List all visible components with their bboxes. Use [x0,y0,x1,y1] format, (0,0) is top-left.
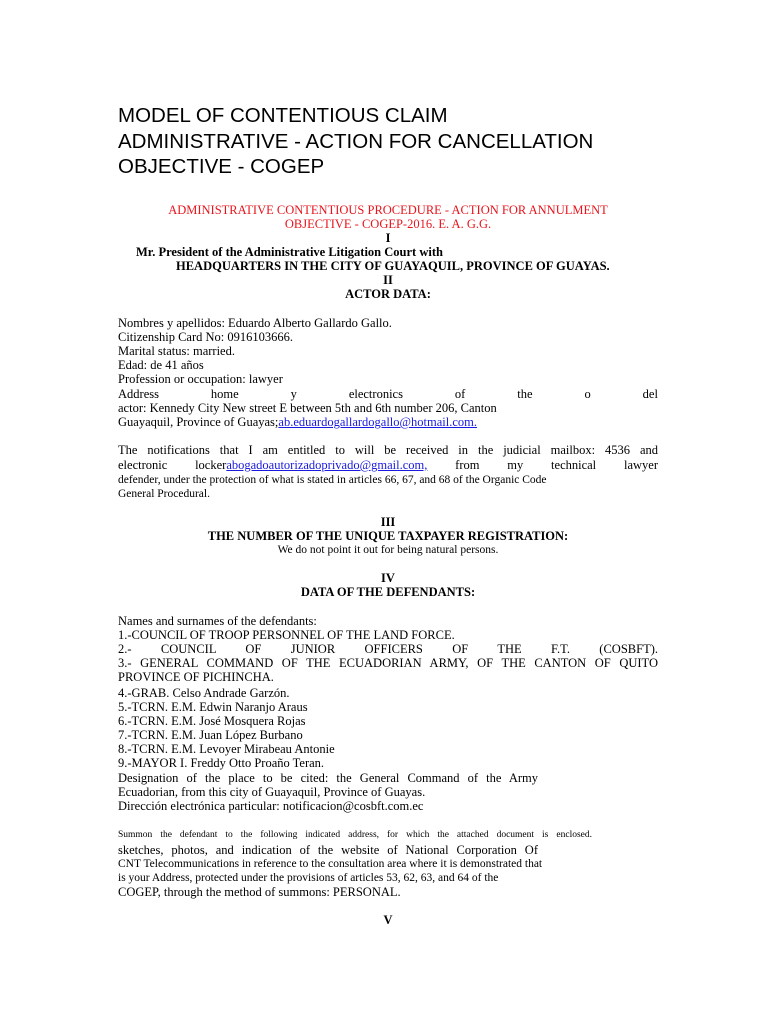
address-word: home [210,387,239,401]
defendant-item: 9.-MAYOR I. Freddy Otto Proaño Teran. [118,756,325,770]
actor-name: Nombres y apellidos: Eduardo Alberto Gallardo Gallo. [118,316,392,330]
subtitle-line-1: ADMINISTRATIVE CONTENTIOUS PROCEDURE - ACTION FOR ANNULMENT [168,203,608,217]
summon-line-2: sketches, photos, and indication of the website of National Corporation Of [118,843,538,857]
actor-profession: Profession or occupation: lawyer [118,372,283,386]
defendants-email-line: Dirección electrónica particular: notificacion@cosbft.com.ec [118,799,424,813]
section-numeral-iii: III [380,515,396,529]
defendant-item: 3.- GENERAL COMMAND OF THE ECUADORIAN ARMY, OF THE CANTON OF QUITO [118,656,658,670]
actor-citizenship-card: Citizenship Card No: 0916103666. [118,330,293,344]
actor-address-line-3 [118,415,477,429]
defendant-item: 5.-TCRN. E.M. Edwin Naranjo Araus [118,700,308,714]
address-word: of [454,387,466,401]
defendant-item: 1.-COUNCIL OF TROOP PERSONNEL OF THE LAND FORCE. [118,628,455,642]
title-line-1: MODEL OF CONTENTIOUS CLAIM [118,104,448,127]
section-numeral-i: I [385,231,391,245]
designation-line-1: Designation of the place to be cited: the General Command of the Army [118,771,538,785]
summon-line-1: Summon the defendant to the following indicated address, for which the attached document is enclosed. [118,830,592,840]
actor-age: Edad: de 41 años [118,358,204,372]
defendant-item: 6.-TCRN. E.M. José Mosquera Rojas [118,714,306,728]
notifications-line-4: General Procedural. [118,488,210,500]
section-numeral-v: V [383,913,393,927]
title-line-3: OBJECTIVE - COGEP [118,155,325,178]
address-word: del [642,387,658,401]
subtitle-line-2: OBJECTIVE - COGEP-2016. E. A. G.G. [284,217,492,231]
notifications-prefix: electronic locker [118,458,227,472]
address-word: the [517,387,533,401]
taxpayer-note: We do not point it out for being natural persons. [277,544,499,556]
actor-address-line-2: actor: Kennedy City New street E between 5th and 6th number 206, Canton [118,401,497,415]
addressee-line-2: HEADQUARTERS IN THE CITY OF GUAYAQUIL, PROVINCE OF GUAYAS. [176,259,610,273]
notifications-line-1: The notifications that I am entitled to will be received in the judicial mailbox: 4536 and [118,443,658,457]
notifications-line-3: defender, under the protection of what is stated in articles 66, 67, and 68 of the Organic Code [118,474,547,486]
notifications-line-2 [118,458,658,472]
section-heading-actor-data: ACTOR DATA: [345,287,431,301]
defendant-item: 4.-GRAB. Celso Andrade Garzón. [118,686,290,700]
summon-line-5: COGEP, through the method of summons: PERSONAL. [118,885,401,899]
address-word: electronics [348,387,403,401]
designation-line-2: Ecuadorian, from this city of Guayaquil, Province of Guayas. [118,785,426,799]
defendant-item: 8.-TCRN. E.M. Levoyer Mirabeau Antonie [118,742,335,756]
actor-email-link[interactable]: ab.eduardogallardogallo@hotmail.com. [278,415,477,429]
defendant-item: 7.-TCRN. E.M. Juan López Burbano [118,728,303,742]
address-word: o [584,387,591,401]
title-line-2: ADMINISTRATIVE - ACTION FOR CANCELLATION [118,129,594,153]
section-numeral-iv: IV [381,571,395,585]
section-heading-defendants: DATA OF THE DEFENDANTS: [300,585,476,599]
lawyer-email-link[interactable]: abogadoautorizadoprivado@gmail.com, [226,458,428,472]
document-title [118,103,593,180]
defendant-item: 2.- COUNCIL OF JUNIOR OFFICERS OF THE F.T. (COSBFT). [118,642,658,656]
section-heading-taxpayer: THE NUMBER OF THE UNIQUE TAXPAYER REGISTRATION: [207,529,569,543]
summon-line-4: is your Address, protected under the provisions of articles 53, 62, 63, and 64 of the [118,872,499,884]
address-province: Guayaquil, Province of Guayas; [118,415,279,429]
addressee-line-1: Mr. President of the Administrative Litigation Court with [136,245,443,259]
actor-marital-status: Marital status: married. [118,344,235,358]
section-numeral-ii: II [383,273,393,287]
address-word: Address [118,387,159,401]
address-word: y [290,387,297,401]
defendants-intro: Names and surnames of the defendants: [118,614,317,628]
defendant-item: PROVINCE OF PICHINCHA. [118,670,274,684]
summon-line-3: CNT Telecommunications in reference to the consultation area where it is demonstrated that [118,858,543,870]
actor-address-line-1 [118,387,658,401]
notifications-suffix: from my technical lawyer [427,458,658,472]
